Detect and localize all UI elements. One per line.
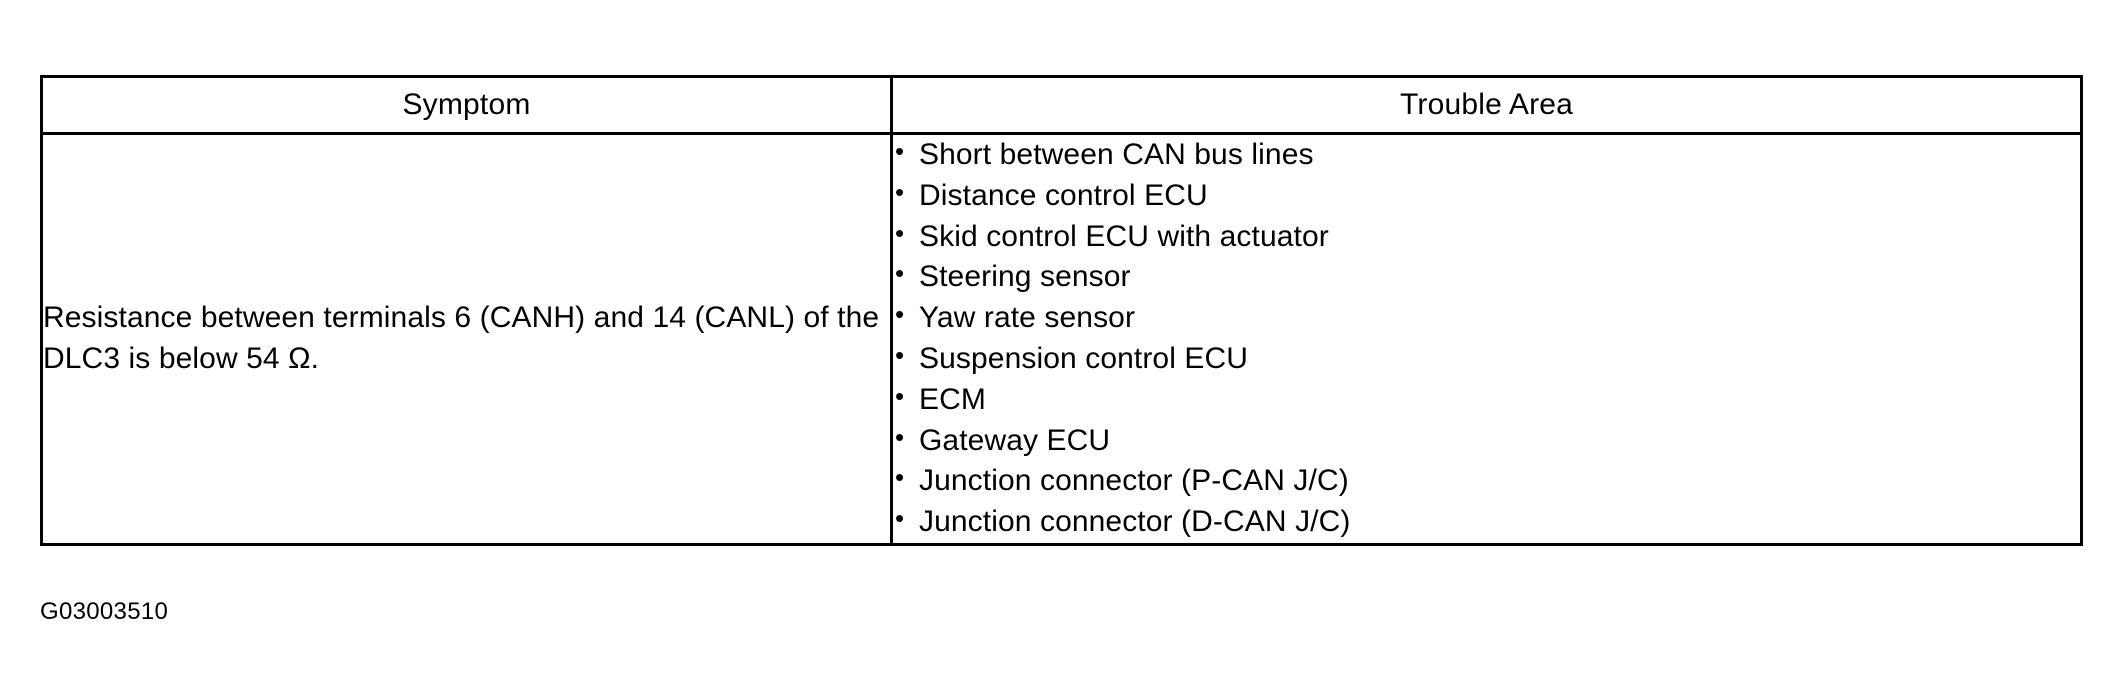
list-item: • Steering sensor — [893, 257, 2080, 298]
table-row — [42, 134, 2082, 545]
list-item: • Yaw rate sensor — [893, 298, 2080, 339]
symptom-trouble-table — [40, 75, 2083, 546]
cell-symptom: Resistance between terminals 6 (CANH) and 14 (CANL) of the DLC3 is below 54 Ω. — [42, 134, 892, 545]
table-header-row — [42, 77, 2082, 134]
column-header-symptom: Symptom — [42, 77, 892, 134]
list-item: • Distance control ECU — [893, 176, 2080, 217]
table-header — [42, 77, 2082, 134]
list-item: • Junction connector (D-CAN J/C) — [893, 502, 2080, 543]
cell-trouble-area — [892, 134, 2082, 545]
list-item: • ECM — [893, 380, 2080, 421]
list-item: • Gateway ECU — [893, 421, 2080, 462]
figure-id-label: G03003510 — [40, 598, 169, 625]
symptom-trouble-table-container — [40, 75, 2080, 546]
list-item: • Skid control ECU with actuator — [893, 217, 2080, 258]
table-body — [42, 134, 2082, 545]
list-item: • Junction connector (P-CAN J/C) — [893, 461, 2080, 502]
list-item: • Short between CAN bus lines — [893, 135, 2080, 176]
column-header-trouble-area: Trouble Area — [892, 77, 2082, 134]
list-item: • Suspension control ECU — [893, 339, 2080, 380]
trouble-area-list — [893, 135, 2080, 543]
